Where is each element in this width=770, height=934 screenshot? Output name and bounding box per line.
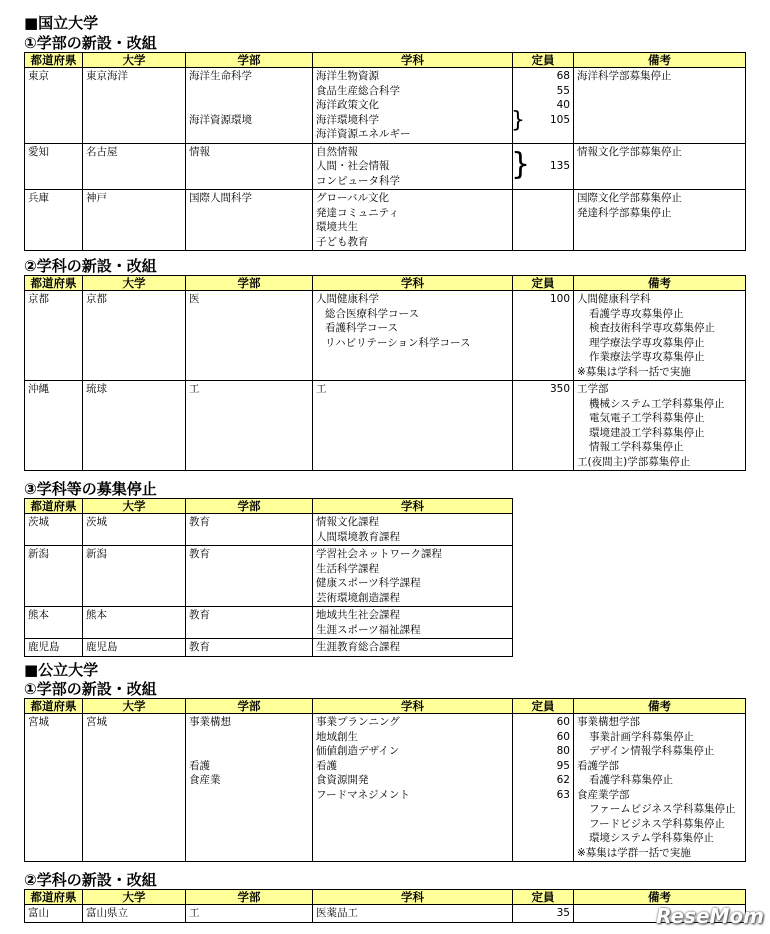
col-univ: 大学 [83,276,186,291]
col-univ: 大学 [83,890,186,905]
dept: 海洋環境科学 [316,113,379,126]
table-row [25,291,746,381]
dept: 総合医療科学コース [325,307,419,320]
univ: 神戸 [86,192,107,204]
dept: 工 [316,383,327,395]
table-row [25,381,746,471]
dept: 看護 [316,759,337,772]
note: ※募集は学群一括で実施 [577,846,691,859]
note: フードビジネス学科募集停止 [589,817,725,830]
faculty: 教育 [186,546,313,607]
note: 事業構想学部 [577,716,640,728]
note: 情報文化学部募集停止 [577,145,682,158]
note: 情報工学科募集停止 [589,441,684,453]
capacity: 68 [556,70,570,82]
col-dept: 学科 [313,699,513,714]
dept: 生活科学課程 [316,562,379,575]
public-dept-table [24,889,746,923]
col-notes: 備考 [574,53,746,68]
section-public-dept-new: ②学科の新設・改組 [24,871,157,889]
dept: 環境共生 [316,221,358,233]
section-national-stop: ③学科等の募集停止 [24,480,157,498]
pref: 富山 [25,905,83,923]
section-public-title: ■公立大学 [24,661,99,679]
univ: 富山県立 [83,905,186,923]
faculty: 教育 [186,514,313,546]
dept: 生涯スポーツ福祉課程 [316,623,421,636]
univ: 宮城 [86,716,107,728]
dept: 地域共生社会課程 [316,609,400,621]
pref: 茨城 [25,514,83,546]
note: 看護学部 [577,759,619,772]
col-univ: 大学 [83,499,186,514]
faculty: 国際人間科学 [189,192,252,204]
col-dept: 学科 [313,53,513,68]
capacity: 63 [556,788,570,801]
dept: フードマネジメント [316,788,410,801]
univ: 茨城 [83,514,186,546]
faculty: 看護 [189,759,210,772]
dept: 芸術環境創造課程 [316,591,400,604]
note: 環境建設工学科募集停止 [589,426,705,439]
table-row [25,546,513,607]
col-pref: 都道府県 [25,53,83,68]
dept: 人間・社会情報 [316,160,390,172]
note: 作業療法学専攻募集停止 [589,351,705,363]
pref: 宮城 [28,716,49,728]
capacity: 60 [556,730,570,743]
col-pref: 都道府県 [25,276,83,291]
faculty: 食産業 [189,774,221,786]
dept: 海洋生物資源 [316,70,379,82]
note: 環境システム学科募集停止 [589,832,714,844]
univ: 京都 [86,293,107,305]
dept: 人間環境教育課程 [316,530,400,543]
dept: 生涯教育総合課程 [316,641,400,653]
col-notes: 備考 [574,890,746,905]
col-pref: 都道府県 [25,890,83,905]
dept: グローバル文化 [316,192,389,204]
dept: 地域創生 [316,730,358,743]
note: 食産業学部 [577,788,630,801]
capacity: 80 [556,745,570,757]
univ: 熊本 [83,607,186,639]
note: 国際文化学部募集停止 [577,192,682,204]
univ: 鹿児島 [83,639,186,657]
table-row [25,639,513,657]
dept: 海洋政策文化 [316,99,379,111]
faculty: 工 [186,905,313,923]
capacity: 35 [513,905,574,923]
pref: 京都 [28,293,49,305]
note: 人間健康科学科 [577,293,651,305]
table-row [25,143,746,190]
section-public-faculty-new: ①学部の新設・改組 [24,680,157,698]
pref: 新潟 [25,546,83,607]
faculty: 海洋生命科学 [189,70,252,82]
table-row [25,514,513,546]
col-faculty: 学部 [186,699,313,714]
dept: 海洋資源エネルギー [316,128,411,140]
pref: 東京 [28,70,49,82]
pref: 沖縄 [28,383,49,395]
faculty: 工 [189,383,200,395]
col-notes: 備考 [574,276,746,291]
capacity: 40 [556,99,570,111]
dept: 価値創造デザイン [316,745,400,757]
section-national-dept-new: ②学科の新設・改組 [24,257,157,275]
col-capacity: 定員 [513,890,574,905]
resemom-logo: ReseMom [656,904,764,928]
pref: 兵庫 [28,192,49,204]
faculty: 海洋資源環境 [189,113,252,126]
col-pref: 都道府県 [25,499,83,514]
capacity: 350 [549,383,570,395]
col-dept: 学科 [313,499,513,514]
national-dept-table [24,275,746,471]
dept: リハビリテーション科学コース [325,336,471,349]
table-row [25,190,746,251]
dept: 健康スポーツ科学課程 [316,577,421,589]
table-row [25,607,513,639]
faculty: 教育 [186,639,313,657]
col-faculty: 学部 [186,53,313,68]
national-faculty-table [24,52,746,251]
note: 看護学専攻募集停止 [589,307,684,320]
bracket-icon: } [511,147,531,182]
note: 工学部 [577,383,609,395]
note: 電気電子工学科募集停止 [589,412,705,424]
dept: 自然情報 [316,145,358,158]
note: 理学療法学専攻募集停止 [589,336,705,349]
univ: 琉球 [86,383,107,395]
note: 看護学科募集停止 [589,774,673,786]
dept: 情報文化課程 [316,516,379,528]
faculty: 情報 [189,145,210,158]
section-national-title: ■国立大学 [24,14,99,32]
note: デザイン情報学科募集停止 [589,745,715,757]
note: 発達科学部募集停止 [577,206,672,219]
col-capacity: 定員 [513,699,574,714]
col-capacity: 定員 [513,276,574,291]
dept: 食品生産総合科学 [316,84,400,97]
pref: 愛知 [28,145,49,158]
pref: 鹿児島 [25,639,83,657]
bracket-icon: } [511,108,525,133]
univ: 東京海洋 [86,70,128,82]
pref: 熊本 [25,607,83,639]
col-dept: 学科 [313,890,513,905]
col-faculty: 学部 [186,890,313,905]
univ: 名古屋 [86,145,118,158]
col-notes: 備考 [574,699,746,714]
capacity: 135 [549,160,570,172]
faculty: 事業構想 [189,716,231,728]
note: 検査技術科学専攻募集停止 [589,322,715,334]
col-pref: 都道府県 [25,699,83,714]
capacity: 60 [556,716,570,728]
note: ファームビジネス学科募集停止 [589,803,736,815]
national-stop-table [24,498,513,657]
col-univ: 大学 [83,53,186,68]
capacity: 100 [549,293,570,305]
capacity: 62 [556,774,570,786]
capacity: 55 [556,84,570,97]
col-capacity: 定員 [513,53,574,68]
note: 海洋科学部募集停止 [577,70,672,82]
col-dept: 学科 [313,276,513,291]
faculty: 教育 [186,607,313,639]
table-row [25,68,746,144]
dept: 事業プランニング [316,716,400,728]
dept: 発達コミュニティ [316,206,399,219]
dept: 人間健康科学 [316,293,379,305]
dept: 医薬品工 [313,905,513,923]
note: ※募集は学科一括で実施 [577,365,691,378]
dept: 看護科学コース [325,322,398,334]
table-row [25,905,746,923]
faculty: 医 [189,293,200,305]
col-univ: 大学 [83,699,186,714]
capacity: 105 [549,113,570,126]
univ: 新潟 [83,546,186,607]
col-faculty: 学部 [186,499,313,514]
section-national-faculty-new: ①学部の新設・改組 [24,34,157,52]
col-faculty: 学部 [186,276,313,291]
public-faculty-table [24,698,746,862]
dept: 子ども教育 [316,235,369,248]
dept: 学習社会ネットワーク課程 [316,548,442,560]
note: 工(夜間主)学部募集停止 [577,455,691,468]
note: 事業計画学科募集停止 [589,730,694,743]
table-row [25,714,746,862]
dept: 食資源開発 [316,774,369,786]
note: 機械システム工学科募集停止 [589,397,725,410]
capacity: 95 [556,759,570,772]
dept: コンピュータ科学 [316,174,400,187]
